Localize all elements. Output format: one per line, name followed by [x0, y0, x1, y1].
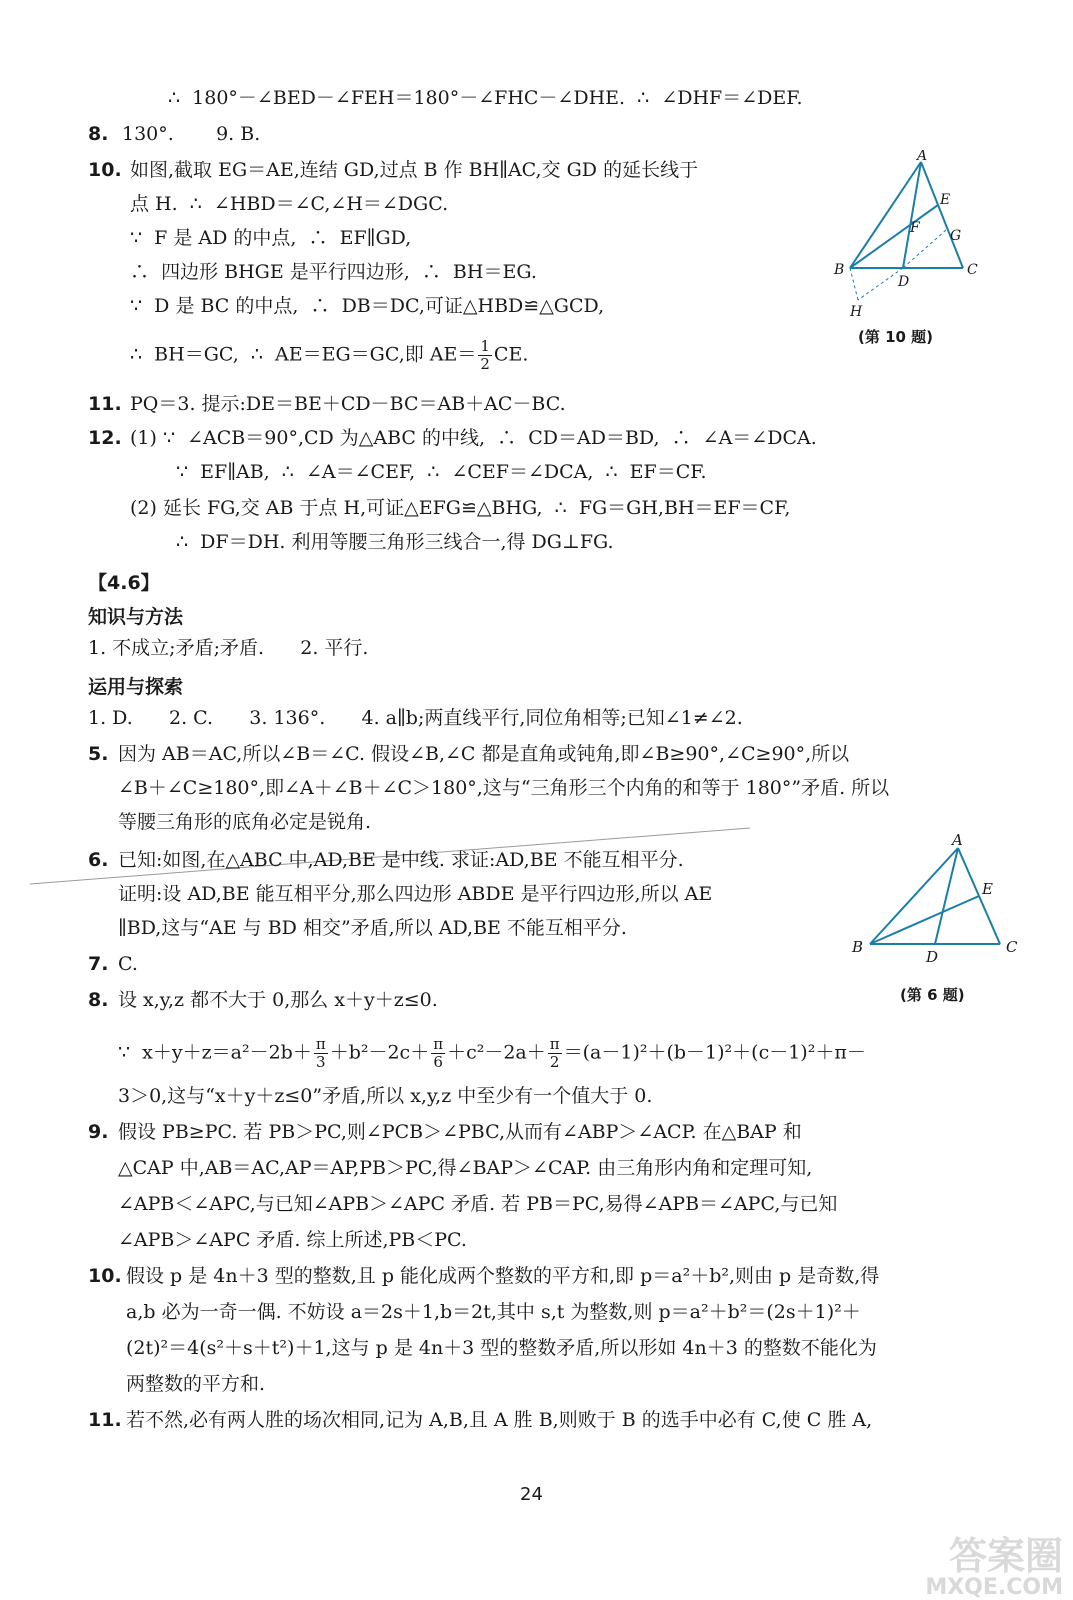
watermark-url: MXQE.COM [925, 1575, 1063, 1600]
text-line: 1. 不成立;矛盾;矛盾. 2. 平行. [88, 637, 369, 659]
figure-10-caption: (第 10 题) [858, 328, 934, 346]
text-line: ∥BD,这与“AE 与 BD 相交”矛盾,所以 AD,BE 不能互相平分. [118, 917, 627, 939]
text-line: 130°. 9. B. [122, 123, 261, 145]
label-h: H [850, 304, 863, 320]
text-line: (2t)²＝4(s²＋s＋t²)＋1,这与 p 是 4n＋3 型的整数矛盾,所以形如 4n＋3 的整数不能化为 [126, 1337, 877, 1359]
item-number: 10. [88, 1265, 122, 1287]
figure-6-caption: (第 6 题) [900, 986, 965, 1004]
segment-ab [870, 848, 958, 944]
fraction-numerator: π [549, 1035, 560, 1053]
label-e: E [982, 880, 993, 898]
text-line: 3＞0,这与“x＋y＋z≤0”矛盾,所以 x,y,z 中至少有一个值大于 0. [118, 1085, 653, 1107]
item-number: 10. [88, 159, 122, 181]
item-number: 8. [88, 989, 109, 1011]
figure-10-diagram [828, 150, 988, 320]
text-line: 假设 p 是 4n＋3 型的整数,且 p 能化成两个整数的平方和,即 p＝a²＋b²,则由 p 是奇数,得 [126, 1265, 880, 1287]
fraction-denominator: 2 [549, 1053, 560, 1071]
segment-ad [935, 848, 958, 944]
item-number: 11. [88, 393, 122, 415]
text-line: ∵ D 是 BC 的中点, ∴ DB＝DC,可证△HBD≌△GCD, [130, 295, 605, 317]
label-c: C [967, 262, 978, 278]
figure-6-diagram [846, 830, 1036, 970]
text-line: PQ＝3. 提示:DE＝BE＋CD－BC＝AB＋AC－BC. [130, 393, 566, 415]
segment-ab [850, 162, 921, 268]
segment-ac [921, 162, 963, 268]
fraction [314, 1036, 328, 1071]
segment-be [870, 896, 979, 944]
text-line: ∴ 四边形 BHGE 是平行四边形, ∴ BH＝EG. [130, 261, 537, 283]
text-line [130, 338, 528, 373]
text-line: ∴ DF＝DH. 利用等腰三角形三线合一,得 DG⊥FG. [176, 531, 614, 553]
item-number: 6. [88, 849, 109, 871]
text-line [118, 1036, 866, 1071]
fraction-denominator: 2 [480, 355, 490, 373]
label-b: B [834, 262, 845, 278]
item-number: 7. [88, 953, 109, 975]
text-line: ∵ F 是 AD 的中点, ∴ EF∥GD, [130, 227, 412, 249]
page-number: 24 [520, 1484, 543, 1505]
label-d: D [926, 948, 939, 966]
text-line: 1. D. 2. C. 3. 136°. 4. a∥b;两直线平行,同位角相等;已知∠1≠∠2. [88, 707, 743, 729]
text-line: ∠APB＜∠APC,与已知∠APB＞∠APC 矛盾. 若 PB＝PC,易得∠APB＝∠APC,与已知 [118, 1193, 838, 1215]
text-line: 假设 PB≥PC. 若 PB＞PC,则∠PCB＞∠PBC,从而有∠ABP＞∠ACP. 在△BAP 和 [118, 1121, 802, 1143]
text-line: 如图,截取 EG＝AE,连结 GD,过点 B 作 BH∥AC,交 GD 的延长线于 [130, 159, 699, 181]
text-segment: CE. [493, 343, 529, 366]
item-number: 12. [88, 427, 122, 449]
text-line: 因为 AB＝AC,所以∠B＝∠C. 假设∠B,∠C 都是直角或钝角,即∠B≥90°,∠C≥90°,所以 [118, 743, 850, 765]
label-f: F [910, 220, 920, 236]
subsection-heading: 知识与方法 [88, 606, 184, 628]
text-segment: ∵ x＋y＋z＝a²－2b＋ [118, 1041, 312, 1064]
segment-dh [858, 268, 903, 300]
segment-ad [903, 162, 921, 268]
watermark-logo: 答案圈 [948, 1534, 1063, 1578]
fraction-denominator: 3 [315, 1053, 326, 1071]
text-line: 若不然,必有两人胜的场次相同,记为 A,B,且 A 胜 B,则败于 B 的选手中必有 C,使 C 胜 A, [126, 1409, 873, 1431]
item-number: 9. [88, 1121, 109, 1143]
label-a: A [952, 831, 963, 849]
text-segment: ＋c²－2a＋ [447, 1041, 546, 1064]
label-d: D [898, 274, 910, 290]
text-line: 两整数的平方和. [126, 1373, 266, 1395]
fraction [548, 1036, 562, 1071]
fraction-denominator: 6 [433, 1053, 443, 1071]
text-line: 设 x,y,z 都不大于 0,那么 x＋y＋z≤0. [118, 989, 438, 1011]
item-number: 8. [88, 123, 109, 145]
text-line: ∠B＋∠C≥180°,即∠A＋∠B＋∠C＞180°,这与“三角形三个内角的和等于 180°”矛盾. 所以 [118, 777, 890, 799]
label-b: B [852, 938, 864, 956]
fraction [431, 1036, 445, 1071]
label-g: G [950, 228, 962, 244]
text-segment: ∴ BH＝GC, ∴ AE＝EG＝GC,即 AE＝ [130, 343, 477, 366]
fraction [478, 338, 492, 373]
text-line: (2) 延长 FG,交 AB 于点 H,可证△EFG≌△BHG, ∴ FG＝GH,BH＝EF＝CF, [130, 497, 791, 519]
fraction-numerator: π [433, 1035, 444, 1053]
fraction-numerator: π [315, 1035, 326, 1053]
segment-be [850, 205, 938, 268]
fraction-numerator: 1 [480, 337, 490, 355]
text-line: ∴ 180°－∠BED－∠FEH＝180°－∠FHC－∠DHE. ∴ ∠DHF＝∠DEF. [168, 87, 803, 109]
text-line: ∵ EF∥AB, ∴ ∠A＝∠CEF, ∴ ∠CEF＝∠DCA, ∴ EF＝CF. [176, 461, 707, 483]
text-line: a,b 必为一奇一偶. 不妨设 a＝2s＋1,b＝2t,其中 s,t 为整数,则 p＝a²＋b²＝(2s＋1)²＋ [126, 1301, 861, 1323]
text-line: 证明:设 AD,BE 能互相平分,那么四边形 ABDE 是平行四边形,所以 AE [118, 883, 713, 905]
section-heading: 【4.6】 [88, 572, 160, 594]
text-line: 已知:如图,在△ABC 中,AD,BE 是中线. 求证:AD,BE 不能互相平分. [118, 849, 684, 871]
text-segment: ＝(a－1)²＋(b－1)²＋(c－1)²＋π－ [563, 1041, 866, 1064]
text-line: (1) ∵ ∠ACB＝90°,CD 为△ABC 的中线, ∴ CD＝AD＝BD, ∴ ∠A＝∠DCA. [130, 427, 817, 449]
item-number: 5. [88, 743, 109, 765]
text-line: 点 H. ∴ ∠HBD＝∠C,∠H＝∠DGC. [130, 193, 449, 215]
segment-bh [850, 268, 858, 300]
label-c: C [1006, 938, 1018, 956]
label-e: E [940, 192, 951, 208]
text-line: 等腰三角形的底角必定是锐角. [118, 811, 372, 833]
text-segment: ＋b²－2c＋ [329, 1041, 430, 1064]
text-line: C. [118, 953, 138, 975]
text-line: △CAP 中,AB＝AC,AP＝AP,PB＞PC,得∠BAP＞∠CAP. 由三角形内角和定理可知, [118, 1157, 813, 1179]
text-line: ∠APB＞∠APC 矛盾. 综上所述,PB＜PC. [118, 1229, 467, 1251]
subsection-heading: 运用与探索 [88, 676, 184, 698]
item-number: 11. [88, 1409, 122, 1431]
label-a: A [917, 150, 928, 164]
